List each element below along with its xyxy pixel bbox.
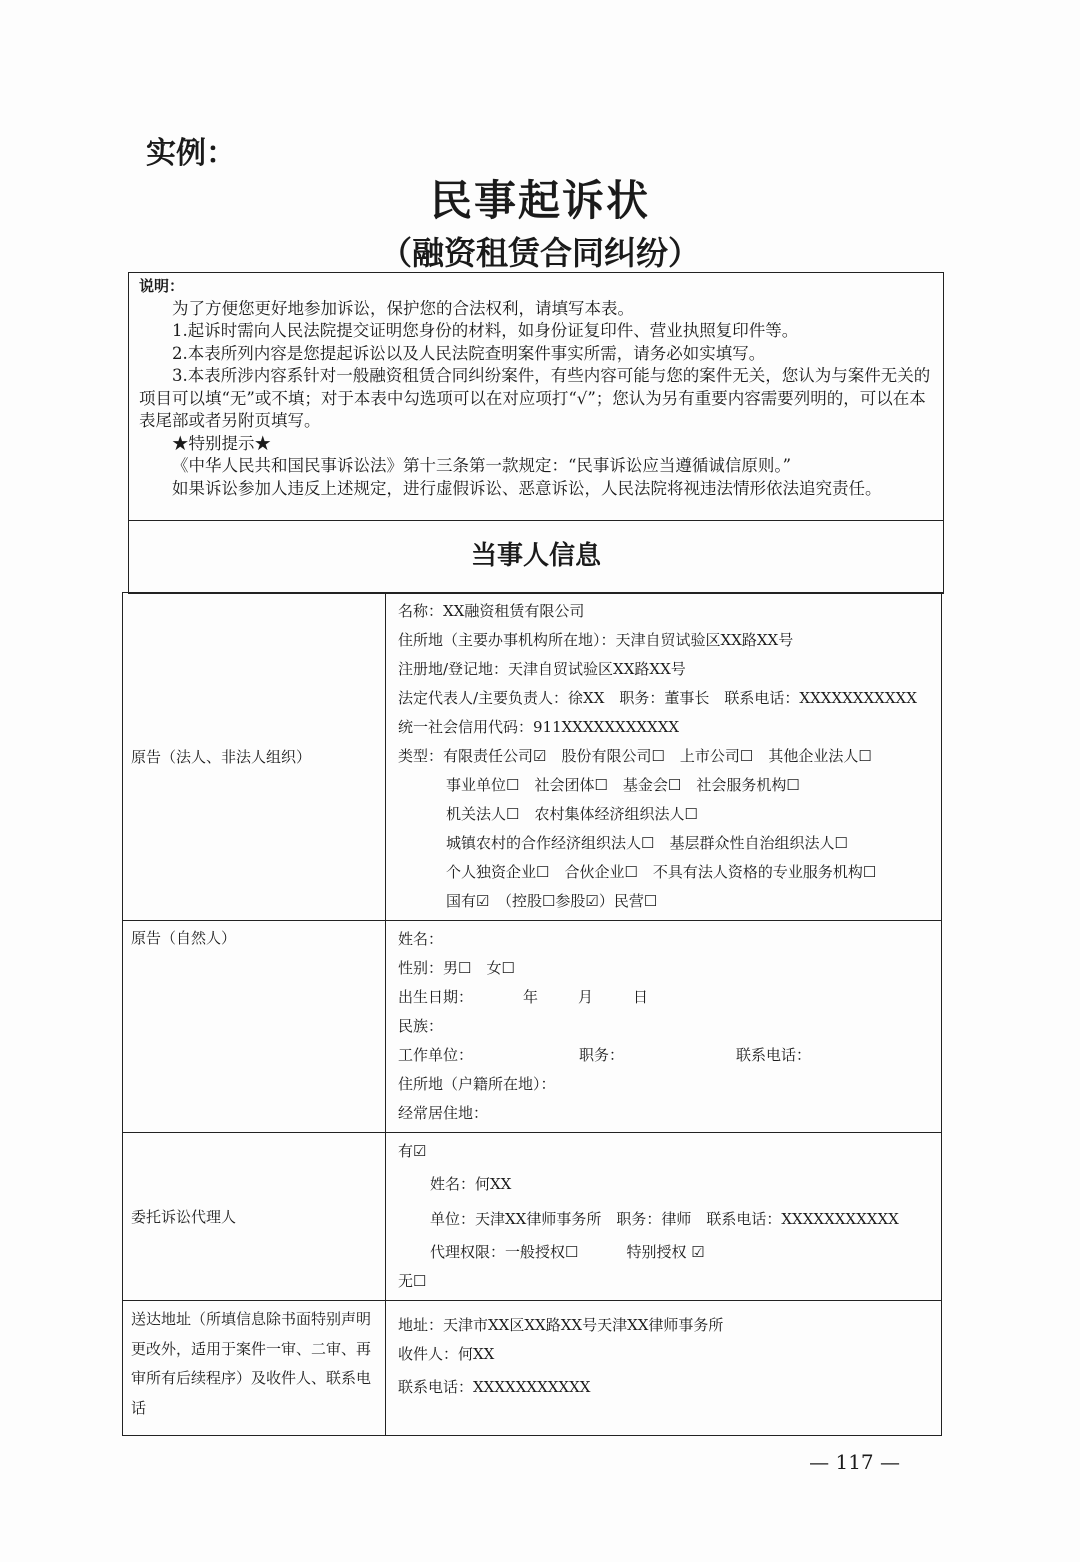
person-ethnicity-field[interactable]: 民族： [398, 1017, 444, 1035]
org-domicile: 住所地（主要办事机构所在地）：天津自贸试验区XX路XX号 [398, 631, 794, 649]
instruction-line: 如果诉讼参加人违反上述规定，进行虚假诉讼、恶意诉讼，人民法院将视违法情形依法追究责任。 [172, 478, 882, 498]
special-authorization-checkbox[interactable]: 特别授权 ☑ [626, 1243, 705, 1261]
position-field[interactable]: 职务： [579, 1046, 625, 1064]
plaintiff-person-details [386, 921, 942, 1133]
section-title: 当事人信息 [129, 521, 943, 593]
instruction-line: 《中华人民共和国民事诉讼法》第十三条第一款规定：“民事诉讼应当遵循诚信原则。” [172, 456, 792, 475]
instructions-frame [128, 272, 944, 594]
person-birthdate-field[interactable] [398, 983, 929, 1012]
document-subtitle: （融资租赁合同纠纷） [379, 234, 700, 272]
service-phone: 联系电话：XXXXXXXXXXX [398, 1378, 591, 1396]
ownership-checkboxes[interactable]: 国有☑ （控股☐参股☑）民营☐ [446, 892, 658, 910]
plaintiff-org-details [386, 593, 942, 921]
org-representative: 法定代表人/主要负责人：徐XX 职务：董事长 联系电话：XXXXXXXXXXX [398, 689, 917, 707]
person-work-row [398, 1041, 929, 1070]
month-label: 月 [578, 988, 594, 1006]
instruction-line: 为了方便您更好地参加诉讼，保护您的合法权利，请填写本表。 [172, 298, 634, 318]
phone-field[interactable]: 联系电话： [736, 1046, 812, 1064]
year-label: 年 [523, 988, 539, 1006]
service-address-details [386, 1301, 942, 1436]
instruction-line: 1.起诉时需向人民法院提交证明您身份的材料，如身份证复印件、营业执照复印件等。 [172, 321, 799, 340]
org-type-checkboxes[interactable]: 城镇农村的合作经济组织法人☐ 基层群众性自治组织法人☐ [446, 834, 848, 852]
plaintiff-org-label: 原告（法人、非法人组织） [123, 593, 386, 921]
table-row [123, 593, 942, 921]
person-domicile-field[interactable]: 住所地（户籍所在地）： [398, 1075, 556, 1093]
plaintiff-person-label: 原告（自然人） [123, 921, 386, 1133]
instruction-line: 2.本表所列内容是您提起诉讼以及人民法院查明案件事实所需，请务必如实填写。 [172, 343, 766, 363]
general-authorization-checkbox[interactable]: 代理权限：一般授权☐ [430, 1243, 579, 1261]
org-type-checkboxes[interactable]: 类型：有限责任公司☑ 股份有限公司☐ 上市公司☐ 其他企业法人☐ [398, 747, 872, 765]
service-recipient: 收件人：何XX [398, 1345, 495, 1363]
org-type-checkboxes[interactable]: 个人独资企业☐ 合伙企业☐ 不具有法人资格的专业服务机构☐ [446, 863, 877, 881]
agent-label: 委托诉讼代理人 [123, 1133, 386, 1301]
instruction-line: 3.本表所涉内容系针对一般融资租赁合同纠纷案件，有些内容可能与您的案件无关，您认为与案件无关的项目可以填“无”或不填；对于本表中勾选项可以在对应项打“√”；您认为另有重要内容需要列明的，可以在本表尾部或者另附页填写。 [139, 366, 931, 430]
work-unit-field[interactable]: 工作单位： [398, 1046, 474, 1064]
agent-details [386, 1133, 942, 1301]
special-notice-heading: ★特别提示★ [172, 433, 271, 453]
person-residence-field[interactable]: 经常居住地： [398, 1104, 489, 1122]
table-row [123, 1301, 942, 1436]
agent-authority [398, 1238, 929, 1267]
org-type-checkboxes[interactable]: 机关法人☐ 农村集体经济组织法人☐ [446, 805, 698, 823]
agent-unit: 单位：天津XX律师事务所 职务：律师 联系电话：XXXXXXXXXXX [430, 1210, 899, 1228]
org-registration: 注册地/登记地：天津自贸试验区XX路XX号 [398, 660, 686, 678]
table-row [123, 1133, 942, 1301]
day-label: 日 [633, 988, 649, 1006]
table-row [123, 921, 942, 1133]
document-title: 民事起诉状 [429, 176, 650, 225]
agent-name: 姓名：何XX [430, 1175, 512, 1193]
agent-none-checkbox[interactable]: 无☐ [398, 1272, 427, 1290]
org-credit-code: 统一社会信用代码：911XXXXXXXXXXX [398, 718, 680, 736]
person-name-field[interactable]: 姓名： [398, 930, 444, 948]
party-info-table [122, 592, 942, 1436]
org-type-checkboxes[interactable]: 事业单位☐ 社会团体☐ 基金会☐ 社会服务机构☐ [446, 776, 800, 794]
birthdate-label: 出生日期： [398, 988, 474, 1006]
instructions-box [129, 273, 943, 521]
org-name: 名称：XX融资租赁有限公司 [398, 602, 585, 620]
example-heading: 实例： [146, 136, 236, 171]
person-gender-checkboxes[interactable]: 性别：男☐ 女☐ [398, 959, 515, 977]
service-address: 地址：天津市XX区XX路XX号天津XX律师事务所 [398, 1316, 724, 1334]
instructions-label: 说明： [139, 277, 185, 295]
page-number: — 117 — [809, 1450, 900, 1474]
service-address-label: 送达地址（所填信息除书面特别声明更改外，适用于案件一审、二审、再审所有后续程序）及收件人、联系电话 [123, 1301, 386, 1436]
agent-has-checkbox[interactable]: 有☑ [398, 1142, 427, 1160]
